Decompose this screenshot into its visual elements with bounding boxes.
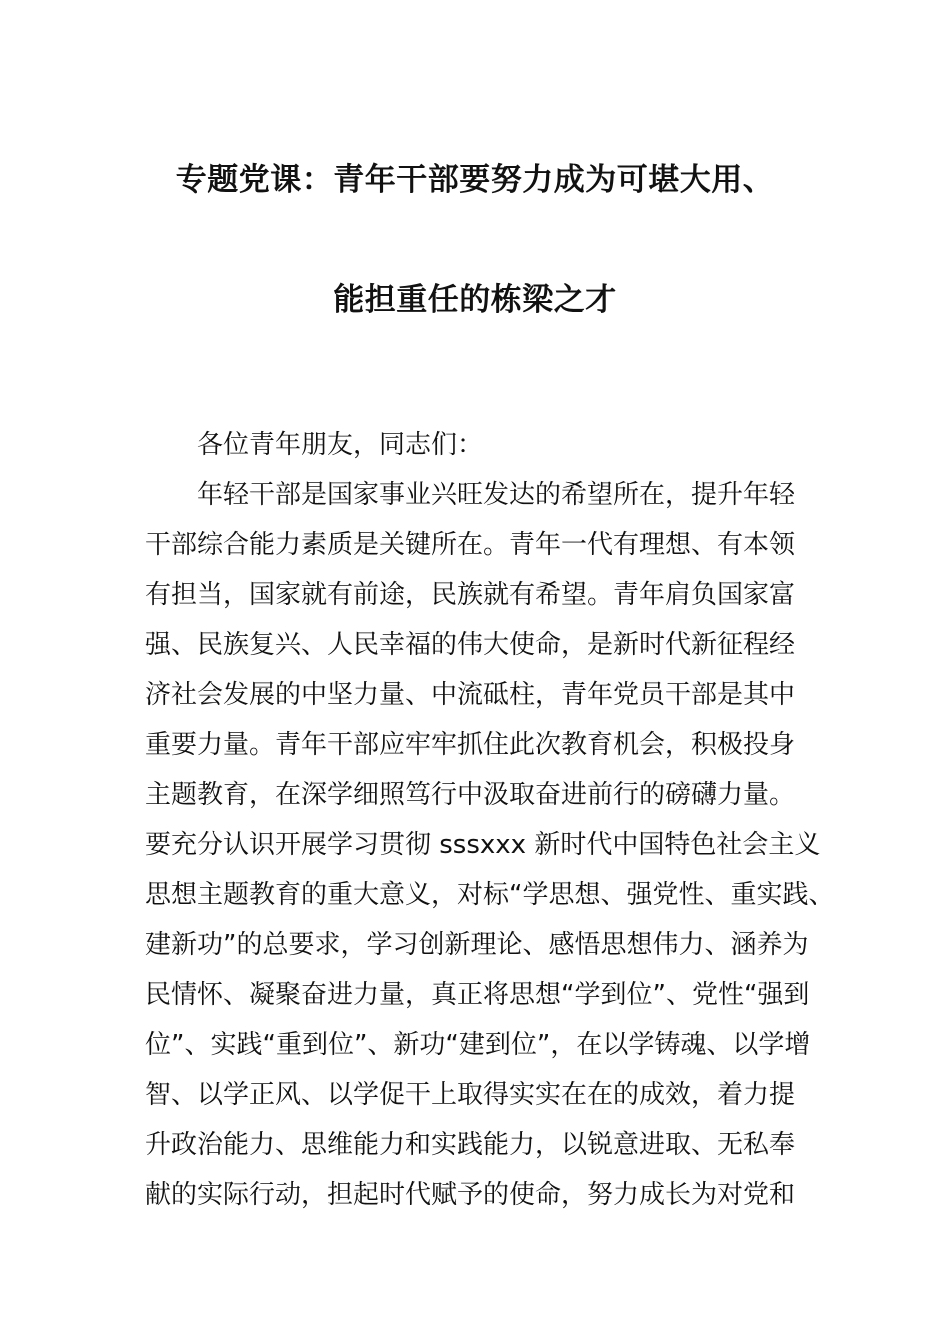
paragraph-line: 民情怀、凝聚奋进力量，真正将思想“学到位”、党性“强到 — [145, 980, 810, 1010]
paragraph-line: 济社会发展的中坚力量、中流砥柱，青年党员干部是其中 — [145, 680, 796, 710]
paragraph-line: 要充分认识开展学习贯彻 sssxxx 新时代中国特色社会主义 — [145, 830, 821, 860]
paragraph-line: 思想主题教育的重大意义，对标“学思想、强党性、重实践、 — [145, 880, 835, 910]
paragraph-line: 建新功”的总要求，学习创新理论、感悟思想伟力、涵养为 — [145, 930, 809, 960]
paragraph-line: 强、民族复兴、人民幸福的伟大使命，是新时代新征程经 — [145, 630, 796, 660]
title-line-2: 能担重任的栋梁之才 — [333, 282, 617, 318]
paragraph-line: 智、以学正风、以学促干上取得实实在在的成效，着力提 — [145, 1080, 796, 1110]
paragraph-line: 重要力量。青年干部应牢牢抓住此次教育机会，积极投身 — [145, 730, 796, 760]
salutation: 各位青年朋友，同志们： — [197, 430, 484, 460]
paragraph-line: 主题教育，在深学细照笃行中汲取奋进前行的磅礴力量。 — [145, 780, 796, 810]
paragraph-line: 位”、实践“重到位”、新功“建到位”，在以学铸魂、以学增 — [145, 1030, 811, 1060]
paragraph-line: 献的实际行动，担起时代赋予的使命，努力成长为对党和 — [145, 1180, 796, 1210]
title-line-1: 专题党课：青年干部要努力成为可堪大用、 — [175, 162, 775, 198]
paragraph-line: 有担当，国家就有前途，民族就有希望。青年肩负国家富 — [145, 580, 796, 610]
paragraph-line: 年轻干部是国家事业兴旺发达的希望所在，提升年轻 — [197, 480, 796, 510]
paragraph-line: 升政治能力、思维能力和实践能力，以锐意进取、无私奉 — [145, 1130, 796, 1160]
document-body — [145, 420, 835, 1220]
paragraph-line: 干部综合能力素质是关键所在。青年一代有理想、有本领 — [145, 530, 796, 560]
